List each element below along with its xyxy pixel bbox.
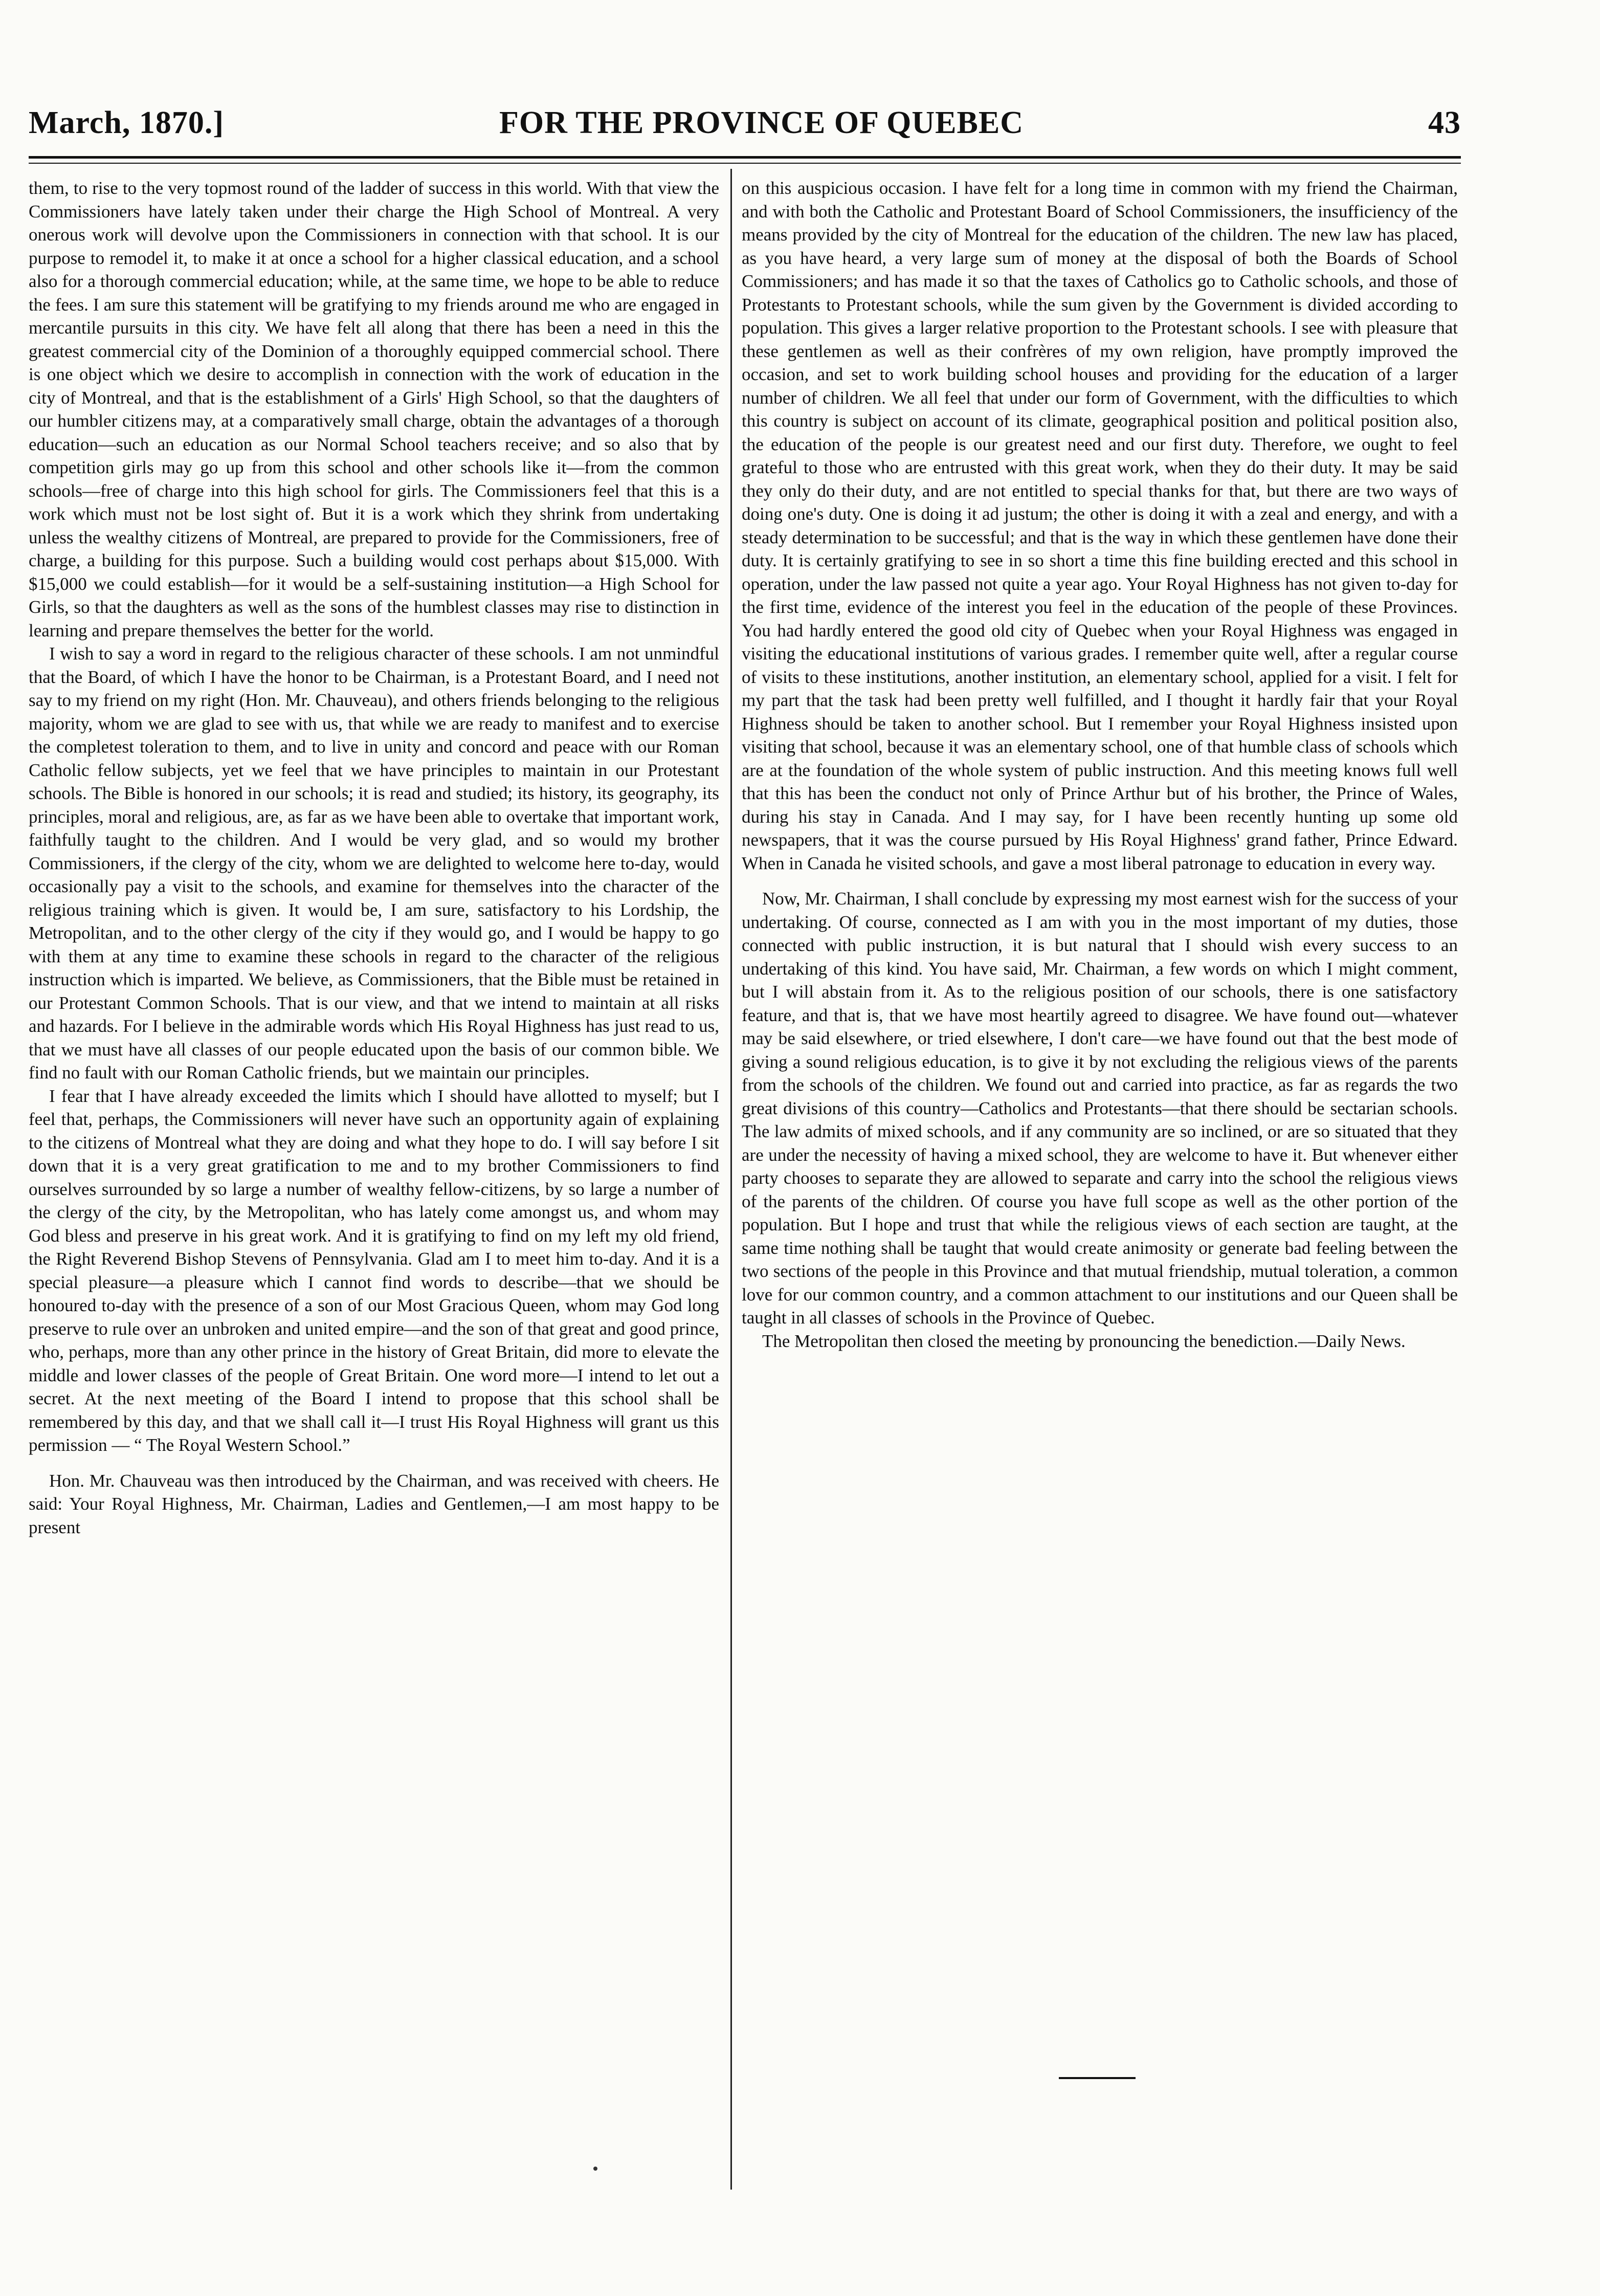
- article-end-rule: [1059, 2077, 1136, 2079]
- header-rule-thick: [29, 156, 1461, 159]
- left-paragraph-4: Hon. Mr. Chauveau was then introduced by the Chairman, and was received with cheers. He said: Your Royal Highness, Mr. Chairman, Ladies and Gentlemen,—I am most happy to be present: [29, 1470, 719, 1537]
- right-paragraph-1: on this auspicious occasion. I have felt for a long time in common with my friend the Chairman, and with both the Catholic and Protestant Board of School Commissioners, the insufficiency of the means provided by the city of Montreal for the education of the children. The new law has placed, as you have heard, a very large sum of money at the disposal of both the Boards of School Commissioners; and has made it so that the taxes of Catholics go to Catholic schools, and those of Protestants to Protestant schools, while the sum given by the Government is divided according to population. This gives a larger relative proportion to the Protestant schools. I see with pleasure that these gentlemen as well as their confrères of my own religion, have promptly improved the occasion, and set to work building school houses and providing for the education of a larger number of children. We all feel that under our form of Government, with the difficulties to which this country is subject on account of its climate, geographical position and political position also, the education of the people is our greatest need and our first duty. Therefore, we ought to feel grateful to those who are entrusted with this great work, when they do their duty. It may be said they only do their duty, and are not entitled to special thanks for that, but there are two ways of doing one's duty. One is doing it ad justum; the other is doing it with a zeal and energy, and with a steady determination to be successful; and that is the way in which these gentlemen have done their duty. It is certainly gratifying to see in so short a time this fine building erected and this school in operation, under the law passed not quite a year ago. Your Royal Highness has not given to-day for the first time, evidence of the interest you feel in the education of the people of these Provinces. You had hardly entered the good old city of Quebec when your Royal Highness was engaged in visiting the educational institutions of various grades. I remember quite well, after a regular course of visits to these institutions, another institution, an elementary school, applied for a visit. I felt for my part that the task had been pretty well fulfilled, and I thought it hardly fair that your Royal Highness should be taken to another school. But I remember your Royal Highness insisted upon visiting that school, because it was an elementary school, one of that humble class of schools which are at the foundation of the whole system of public instruction. And this meeting knows full well that this has been the conduct not only of Prince Arthur but of his brother, the Prince of Wales, during his stay in Canada. And I may say, for I have been recently hunting up some old newspapers, that it was the course pursued by His Royal Highness' grand father, Prince Edward. When in Canada he visited schools, and gave a most liberal patronage to education in every way.: [742, 178, 1458, 873]
- header-title: FOR THE PROVINCE OF QUEBEC: [499, 105, 1024, 140]
- column-divider: [730, 169, 732, 2190]
- right-paragraph-3: The Metropolitan then closed the meeting by pronouncing the benediction.—Daily News.: [762, 1331, 1406, 1351]
- header-date: March, 1870.]: [29, 105, 225, 140]
- right-column: [742, 176, 1458, 1353]
- page-header: [29, 105, 1461, 151]
- left-paragraph-2: I wish to say a word in regard to the religious character of these schools. I am not unmindful that the Board, of which I have the honor to be Chairman, is a Protestant Board, and I need not say to my friend on my right (Hon. Mr. Chauveau), and others friends belonging to the religious majority, whom we are glad to see with us, that while we are ready to manifest and to exercise the completest toleration to them, and to live in unity and concord and peace with our Roman Catholic fellow subjects, yet we feel that we have principles to maintain in our Protestant schools. The Bible is honored in our schools; it is read and studied; its history, its geography, its principles, moral and religious, are, as far as we have been able to overtake that important work, faithfully taught to the children. And I would be very glad, and so would my brother Commissioners, if the clergy of the city, whom we are delighted to welcome here to-day, would occasionally pay a visit to the schools, and examine for themselves into the character of the religious training which is given. It would be, I am sure, satisfactory to his Lordship, the Metropolitan, and to the other clergy of the city if they would go, and I would be happy to go with them at any time to examine these schools in regard to the character of the religious instruction which is imparted. We believe, as Commissioners, that the Bible must be retained in our Protestant Common Schools. That is our view, and that we intend to maintain at all risks and hazards. For I believe in the admirable words which His Royal Highness has just read to us, that we must have all classes of our people educated upon the basis of our common bible. We find no fault with our Roman Catholic friends, but we maintain our principles.: [29, 644, 719, 1083]
- left-paragraph-1: them, to rise to the very topmost round of the ladder of success in this world. With that view the Commissioners have lately taken under their charge the High School of Montreal. A very onerous work will devolve upon the Commissioners in connection with that school. It is our purpose to remodel it, to make it at once a school for a higher classical education, and a school also for a thorough commercial education; while, at the same time, we hope to be able to reduce the fees. I am sure this statement will be gratifying to my friends around me who are engaged in mercantile pursuits in this city. We have felt all along that there has been a need in this the greatest commercial city of the Dominion of a thoroughly equipped commercial school. There is one object which we desire to accomplish in connection with the work of education in the city of Montreal, and that is the establishment of a Girls' High School, so that the daughters of our humbler citizens may, at a comparatively small charge, obtain the advantages of a thorough education—such an education as our Normal School teachers receive; and so also that by competition girls may go up from this school and other schools like it—from the common schools—free of charge into this high school for girls. The Commissioners feel that this is a work which must not be lost sight of. But it is a work which they shrink from undertaking unless the wealthy citizens of Montreal, are prepared to provide for the Commissioners, free of charge, a building for this purpose. Such a building would cost perhaps about $15,000. With $15,000 we could establish—for it would be a self-sustaining institution—a High School for Girls, so that the daughters as well as the sons of the humblest classes may rise to distinction in learning and prepare themselves the better for the world.: [29, 178, 719, 641]
- right-paragraph-2: Now, Mr. Chairman, I shall conclude by expressing my most earnest wish for the success of your undertaking. Of course, connected as I am with you in the most important of my duties, those connected with public instruction, it is but natural that I should wish every success to an undertaking of this kind. You have said, Mr. Chairman, a few words on which I might comment, but I will abstain from it. As to the religious position of our schools, there is one satisfactory feature, and that is, that we have most heartily agreed to disagree. We have found out—whatever may be said elsewhere, or tried elsewhere, I don't care—we have found out that the best mode of giving a sound religious education, is to give it by not excluding the religious views of the parents from the schools of the children. We found out and carried into practice, as far as regards the two great divisions of this country—Catholics and Protestants—that there should be sectarian schools. The law admits of mixed schools, and if any community are so inclined, or are so situated that they are under the necessity of having a mixed school, they are welcome to have it. But whenever either party chooses to separate they are allowed to separate and carry into the school the religious views of the parents of the children. Of course you have full scope as well as the other portion of the population. But I hope and trust that while the religious views of each section are taught, at the same time nothing shall be taught that would create animosity or generate bad feeling between the two sections of the people in this Province and that mutual friendship, mutual toleration, a common love for our common country, and a common attachment to our institutions and our Queen shall be taught in all classes of schools in the Province of Quebec.: [742, 889, 1458, 1328]
- header-rule-thin: [29, 163, 1461, 164]
- left-column: [29, 176, 719, 1539]
- page-number: 43: [1428, 105, 1461, 140]
- left-paragraph-3: I fear that I have already exceeded the limits which I should have allotted to myself; but I feel that, perhaps, the Commissioners will never have such an opportunity again of explaining to the citizens of Montreal what they are doing and what they hope to do. I will say before I sit down that it is a very great gratification to me and to my brother Commissioners to find ourselves surrounded by so large a number of wealthy fellow-citizens, by so large a number of the clergy of the city, by the Metropolitan, who has lately come amongst us, and whom may God bless and preserve in his great work. And it is gratifying to find on my left my old friend, the Right Reverend Bishop Stevens of Pennsylvania. Glad am I to meet him to-day. And it is a special pleasure—a pleasure which I cannot find words to describe—that we should be honoured to-day with the presence of a son of our Most Gracious Queen, whom may God long preserve to rule over an unbroken and united empire—and the son of that great and good prince, who, perhaps, more than any other prince in the history of Great Britain, did more to elevate the middle and lower classes of the people of Great Britain. One word more—I intend to let out a secret. At the next meeting of the Board I intend to propose that this school shall be remembered by this day, and that we shall call it—I trust His Royal Highness will grant us this permission — “ The Royal Western School.”: [29, 1086, 719, 1455]
- print-dot: [593, 2167, 597, 2171]
